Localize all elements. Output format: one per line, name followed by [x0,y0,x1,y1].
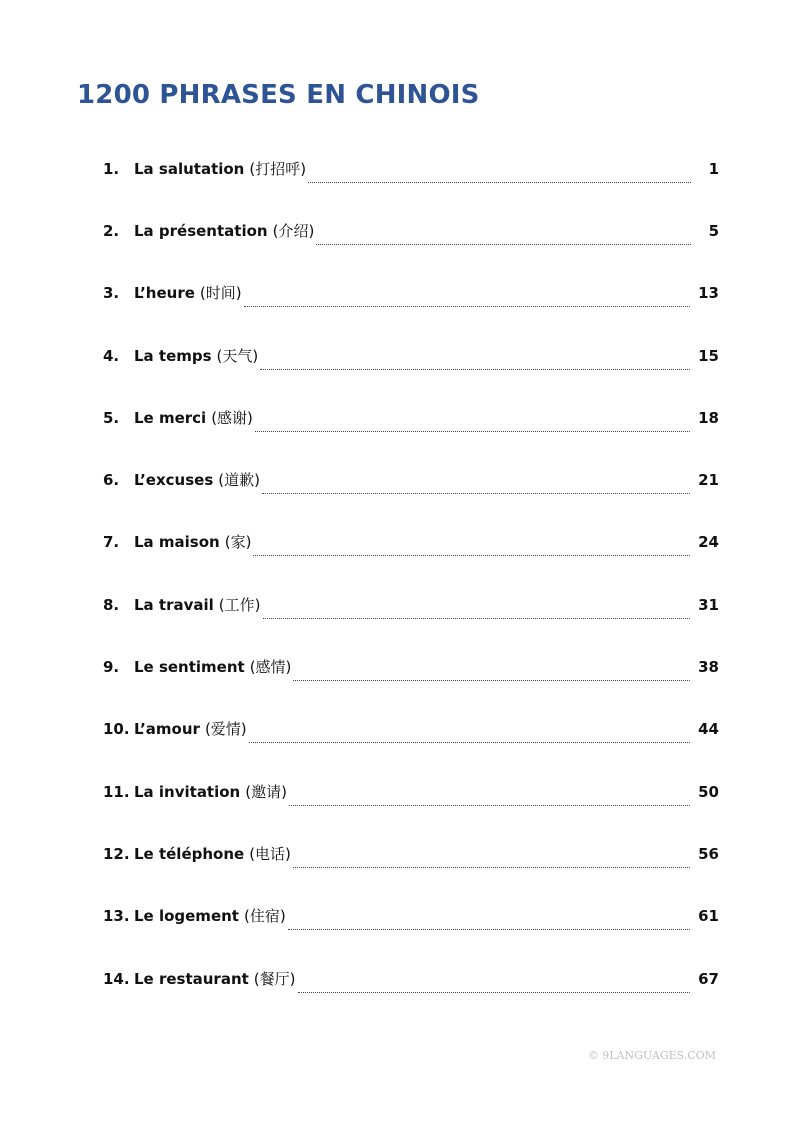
toc-dot-leader [293,680,690,681]
toc-entry-number: 12. [103,845,130,863]
toc-entry-label: La présentation [134,222,268,240]
toc-entry-label: Le restaurant [134,970,249,988]
toc-entry-page: 21 [698,471,719,489]
toc-entry-chinese: (爱情) [204,720,247,738]
toc-entry-number: 11. [103,783,130,801]
toc-entry-number: 10. [103,720,130,738]
toc-entry-page: 13 [698,284,719,302]
toc-entry-chinese: (道歉) [218,471,260,489]
toc-entry-number: 3. [103,284,120,302]
toc-entry-page: 67 [698,970,719,988]
toc-entry[interactable] [103,968,719,998]
toc-entry-label: Le téléphone [134,845,245,863]
toc-entry-page: 24 [698,533,719,551]
toc-entry-chinese: (工作) [218,596,261,614]
toc-entry-page: 15 [698,347,719,365]
toc-entry-chinese: (住宿) [243,907,286,925]
toc-dot-leader [263,618,691,619]
toc-entry-number: 14. [103,970,130,988]
toc-entry[interactable] [103,905,719,935]
toc-entry[interactable] [103,407,719,437]
toc-entry-label: L’excuses [134,471,214,489]
toc-entry-number: 4. [103,347,120,365]
toc-entry-page: 38 [698,658,719,676]
toc-entry-chinese: (感情) [249,658,292,676]
toc-entry-number: 1. [103,160,120,178]
toc-entry-chinese: (打招呼) [249,160,307,178]
toc-entry-chinese: (介绍) [272,222,315,240]
toc-entry-page: 44 [698,720,719,738]
toc-entry-label: Le logement [134,907,239,925]
toc-dot-leader [316,244,691,245]
toc-entry[interactable] [103,158,719,188]
toc-dot-leader [249,742,690,743]
toc-entry[interactable] [103,531,719,561]
toc-entry[interactable] [103,594,719,624]
toc-entry-label: La temps [134,347,212,365]
toc-entry[interactable] [103,220,719,250]
toc-entry-chinese: (时间) [199,284,242,302]
toc-entry-label: Le merci [134,409,207,427]
toc-entry-chinese: (电话) [249,845,291,863]
toc-dot-leader [262,493,690,494]
toc-entry-page: 5 [708,222,719,240]
toc-entry[interactable] [103,718,719,748]
toc-entry-label: La invitation [134,783,241,801]
toc-entry-chinese: (邀请) [245,783,287,801]
toc-entry-chinese: (感谢) [211,409,253,427]
toc-entry-label: La travail [134,596,214,614]
toc-entry-label: La maison [134,533,220,551]
toc-entry-number: 7. [103,533,120,551]
toc-entry-label: L’heure [134,284,195,302]
toc-dot-leader [308,182,691,183]
toc-entry-chinese: (餐厅) [253,970,296,988]
toc-dot-leader [253,555,690,556]
toc-entry-number: 5. [103,409,120,427]
toc-entry[interactable] [103,781,719,811]
toc-entry-page: 31 [698,596,719,614]
toc-entry-number: 8. [103,596,120,614]
toc-entry-label: Le sentiment [134,658,245,676]
toc-entry[interactable] [103,345,719,375]
toc-entry-page: 50 [698,783,719,801]
toc-entry-label: La salutation [134,160,245,178]
copyright-watermark: © 9LANGUAGES.COM [587,1049,716,1062]
toc-entry-page: 1 [708,160,719,178]
toc-dot-leader [298,992,691,993]
toc-dot-leader [244,306,690,307]
toc-entry-page: 61 [698,907,719,925]
toc-entry-page: 56 [698,845,719,863]
toc-entry[interactable] [103,656,719,686]
toc-dot-leader [255,431,690,432]
toc-dot-leader [293,867,690,868]
toc-entry-number: 9. [103,658,120,676]
toc-entry[interactable] [103,469,719,499]
document-title: 1200 PHRASES EN CHINOIS [77,80,480,110]
toc-entry[interactable] [103,843,719,873]
toc-entry-label: L’amour [134,720,200,738]
toc-dot-leader [289,805,690,806]
toc-entry-number: 6. [103,471,120,489]
toc-entry-chinese: (天气) [216,347,259,365]
toc-entry[interactable] [103,282,719,312]
toc-entry-number: 2. [103,222,120,240]
toc-dot-leader [288,929,690,930]
toc-entry-page: 18 [698,409,719,427]
toc-entry-chinese: (家) [224,533,252,551]
toc-entry-number: 13. [103,907,130,925]
toc-dot-leader [260,369,690,370]
